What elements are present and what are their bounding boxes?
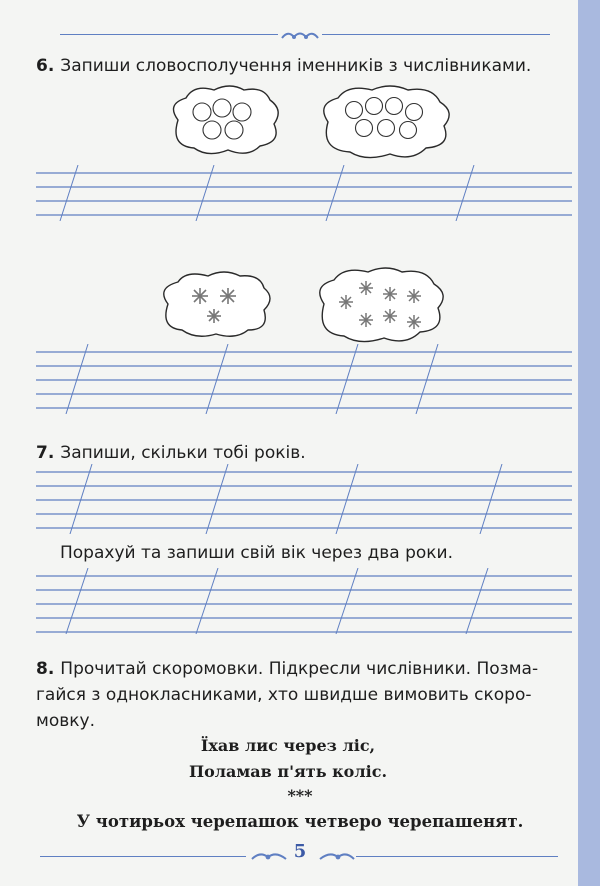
footer-rule-right [356,856,558,857]
task-6 [36,53,531,79]
footer-rule-left [40,856,246,857]
task-number: 6. [36,56,55,76]
task-7-sub [60,540,453,566]
tongue-twister-line-3: У чотирьох черепашок четверо черепашенят. [76,812,524,831]
task-text-line-1: Прочитай скоромовки. Підкресли числівники. Позма- [60,659,539,679]
footer-ornament-right-icon [316,849,356,863]
writing-lines-task7-a [36,464,572,534]
header-rule-right [322,34,550,35]
task-text: Запиши, скільки тобі років. [60,443,306,463]
snowflakes-cloud-7 [310,264,452,346]
writing-lines-task6-b [36,344,572,414]
task-number: 8. [36,659,55,679]
task-text: Порахуй та запиши свій вік через два роки. [60,543,453,563]
tongue-twister-line-1: Їхав лис через ліс, [200,736,376,755]
tongue-twister-separator: *** [287,786,313,805]
header-ornament-icon [280,28,320,42]
header-rule-left [60,34,278,35]
task-text: Запиши словосполучення іменників з числівниками. [60,56,532,76]
task-8 [36,656,576,734]
apples-cloud-5 [164,82,286,158]
tongue-twister-line-2: Поламав п'ять коліс. [188,762,388,781]
page-number: 5 [293,841,307,862]
apples-cloud-7 [314,82,460,162]
writing-lines-task7-b [36,568,572,634]
snowflakes-cloud-3 [156,268,274,340]
task-text-line-2: гайся з однокласниками, хто швидше вимовить скоро- [36,685,532,705]
task-text-line-3: мовку. [36,711,95,731]
footer-ornament-left-icon [250,849,290,863]
writing-lines-task6-a [36,165,572,221]
task-number: 7. [36,443,55,463]
task-7 [36,440,306,466]
